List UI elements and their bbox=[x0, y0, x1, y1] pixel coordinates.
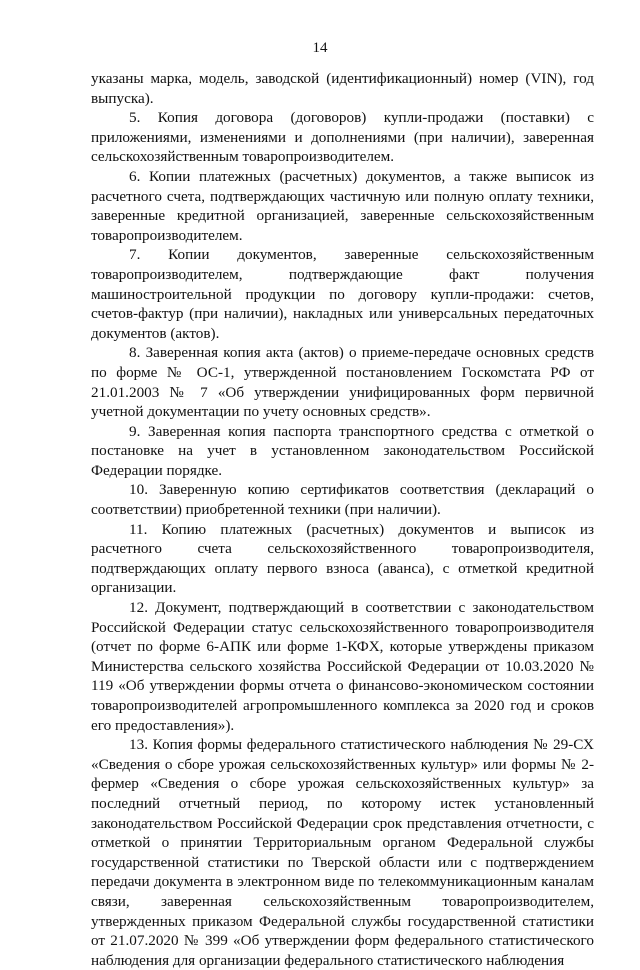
paragraph-continuation: указаны марка, модель, заводской (идентификационный) номер (VIN), год выпуска). bbox=[91, 70, 594, 107]
paragraph-item-6: 6. Копии платежных (расчетных) документов, а также выписок из расчетного счета, подтверждающих частичную или полную оплату техники, заверенные кредитной организацией, заверенные сельскохозяйственным товаропроизводителем. bbox=[91, 167, 594, 244]
page-number: 14 bbox=[312, 40, 328, 56]
paragraph-item-7: 7. Копии документов, заверенные сельскохозяйственным товаропроизводителем, подтверждающие факт получения машиностроительной продукции по договору купли-продажи: счетов, счетов-фактур (при наличии), накладных или универсальных передаточных документов (актов). bbox=[91, 246, 594, 342]
document-body bbox=[91, 69, 594, 970]
paragraph-item-8: 8. Заверенная копия акта (актов) о приеме-передаче основных средств по форме № ОС-1, утвержденной постановлением Госкомстата РФ от 21.01.2003 № 7 «Об утверждении унифицированных форм первичной учетной документации по учету основных средств». bbox=[91, 344, 594, 421]
paragraph-item-9: 9. Заверенная копия паспорта транспортного средства с отметкой о постановке на учет в установленном законодательством Российской Федерации порядке. bbox=[91, 422, 594, 479]
paragraph-item-10: 10. Заверенную копию сертификатов соответствия (деклараций о соответствии) приобретенной техники (при наличии). bbox=[91, 481, 594, 519]
paragraph-item-12: 12. Документ, подтверждающий в соответствии с законодательством Российской Федерации статус сельскохозяйственного товаропроизводителя (отчет по форме 6-АПК или форме 1-КФХ, которые утверждены приказом Министерства сельского хозяйства Российской Федерации от 10.03.2020 № 119 «Об утверждении формы отчета о финансово-экономическом состоянии товаропроизводителей агропромышленного комплекса за 2020 год и сроков его предоставления»). bbox=[91, 599, 594, 734]
paragraph-item-11: 11. Копию платежных (расчетных) документов и выписок из расчетного счета сельскохозяйственного товаропроизводителя, подтверждающих оплату первого взноса (аванса), с отметкой кредитной организации. bbox=[91, 520, 594, 597]
paragraph-item-13: 13. Копия формы федерального статистического наблюдения № 29-СХ «Сведения о сборе урожая сельскохозяйственных культур» или формы № 2-фермер «Сведения о сборе урожая сельскохозяйственных культур» за последний отчетный период, по которому истек установленный законодательством Российской Федерации срок представления отчетности, с отметкой о принятии Территориальным органом Федеральной службы государственной статистики по Тверской области или с подтверждением передачи документа в электронном виде по телекоммуникационным каналам связи, заверенная сельскохозяйственным товаропроизводителем, утвержденных приказом Федеральной службы государственной статистики от 21.07.2020 № 399 «Об утверждении форм федерального статистического наблюдения для организации федерального статистического наблюдения bbox=[91, 736, 594, 969]
paragraph-item-5: 5. Копия договора (договоров) купли-продажи (поставки) с приложениями, изменениями и дополнениями (при наличии), заверенная сельскохозяйственным товаропроизводителем. bbox=[91, 109, 594, 166]
